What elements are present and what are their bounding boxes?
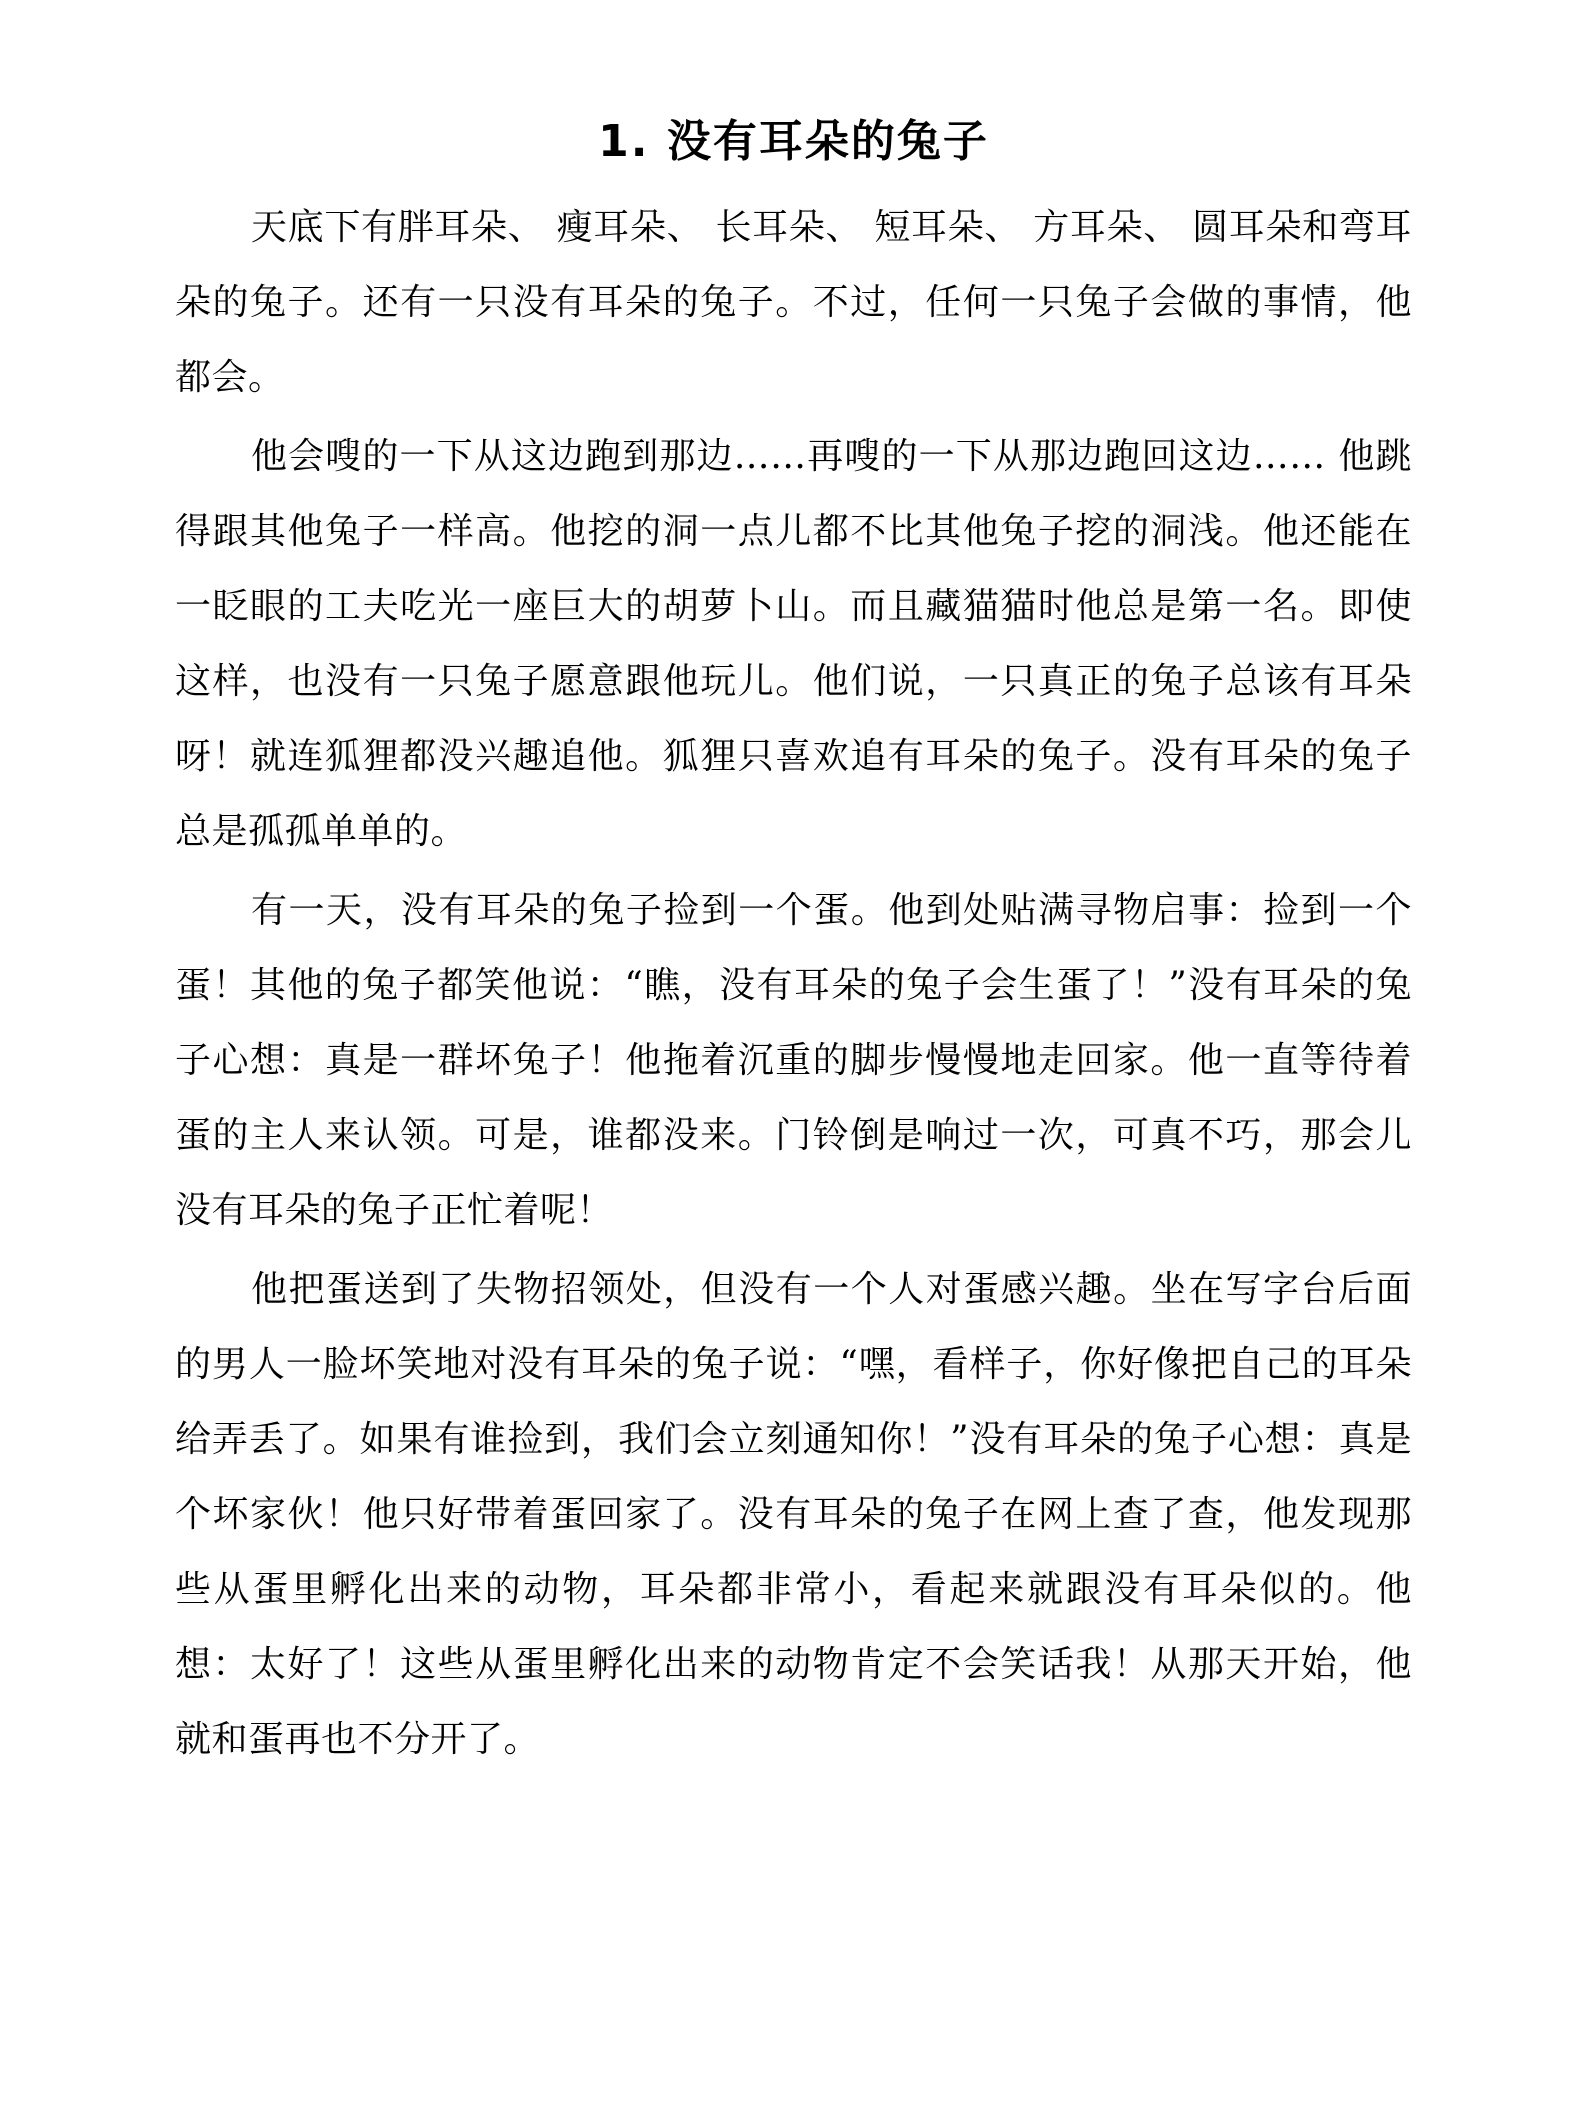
page-title: 1. 没有耳朵的兔子	[598, 116, 989, 167]
paragraph-4: 他把蛋送到了失物招领处，但没有一个人对蛋感兴趣。坐在写字台后面的男人一脸坏笑地对没有耳朵的兔子说：“嘿，看样子，你好像把自己的耳朵给弄丢了。如果有谁捡到，我们会立刻通知你！”没有耳朵的兔子心想：真是个坏家伙！他只好带着蛋回家了。没有耳朵的兔子在网上查了查，他发现那些从蛋里孵化出来的动物，耳朵都非常小，看起来就跟没有耳朵似的。他想：太好了！这些从蛋里孵化出来的动物肯定不会笑话我！从那天开始，他就和蛋再也不分开了。	[175, 1269, 1412, 1760]
paragraph-1: 天底下有胖耳朵、 瘦耳朵、 长耳朵、 短耳朵、 方耳朵、 圆耳朵和弯耳朵的兔子。还有一只没有耳朵的兔子。不过，任何一只兔子会做的事情，他都会。	[175, 207, 1412, 398]
paragraph-2: 他会嗖的一下从这边跑到那边……再嗖的一下从那边跑回这边…… 他跳得跟其他兔子一样高。他挖的洞一点儿都不比其他兔子挖的洞浅。他还能在一眨眼的工夫吃光一座巨大的胡萝卜山。而且藏猫猫时他总是第一名。即使这样，也没有一只兔子愿意跟他玩儿。他们说，一只真正的兔子总该有耳朵呀！就连狐狸都没兴趣追他。狐狸只喜欢追有耳朵的兔子。没有耳朵的兔子总是孤孤单单的。	[175, 436, 1412, 852]
document-body	[175, 190, 1412, 1777]
paragraph-3: 有一天，没有耳朵的兔子捡到一个蛋。他到处贴满寻物启事：捡到一个蛋！其他的兔子都笑他说：“瞧，没有耳朵的兔子会生蛋了！”没有耳朵的兔子心想：真是一群坏兔子！他拖着沉重的脚步慢慢地走回家。他一直等待着蛋的主人来认领。可是，谁都没来。门铃倒是响过一次，可真不巧，那会儿没有耳朵的兔子正忙着呢！	[175, 890, 1412, 1231]
